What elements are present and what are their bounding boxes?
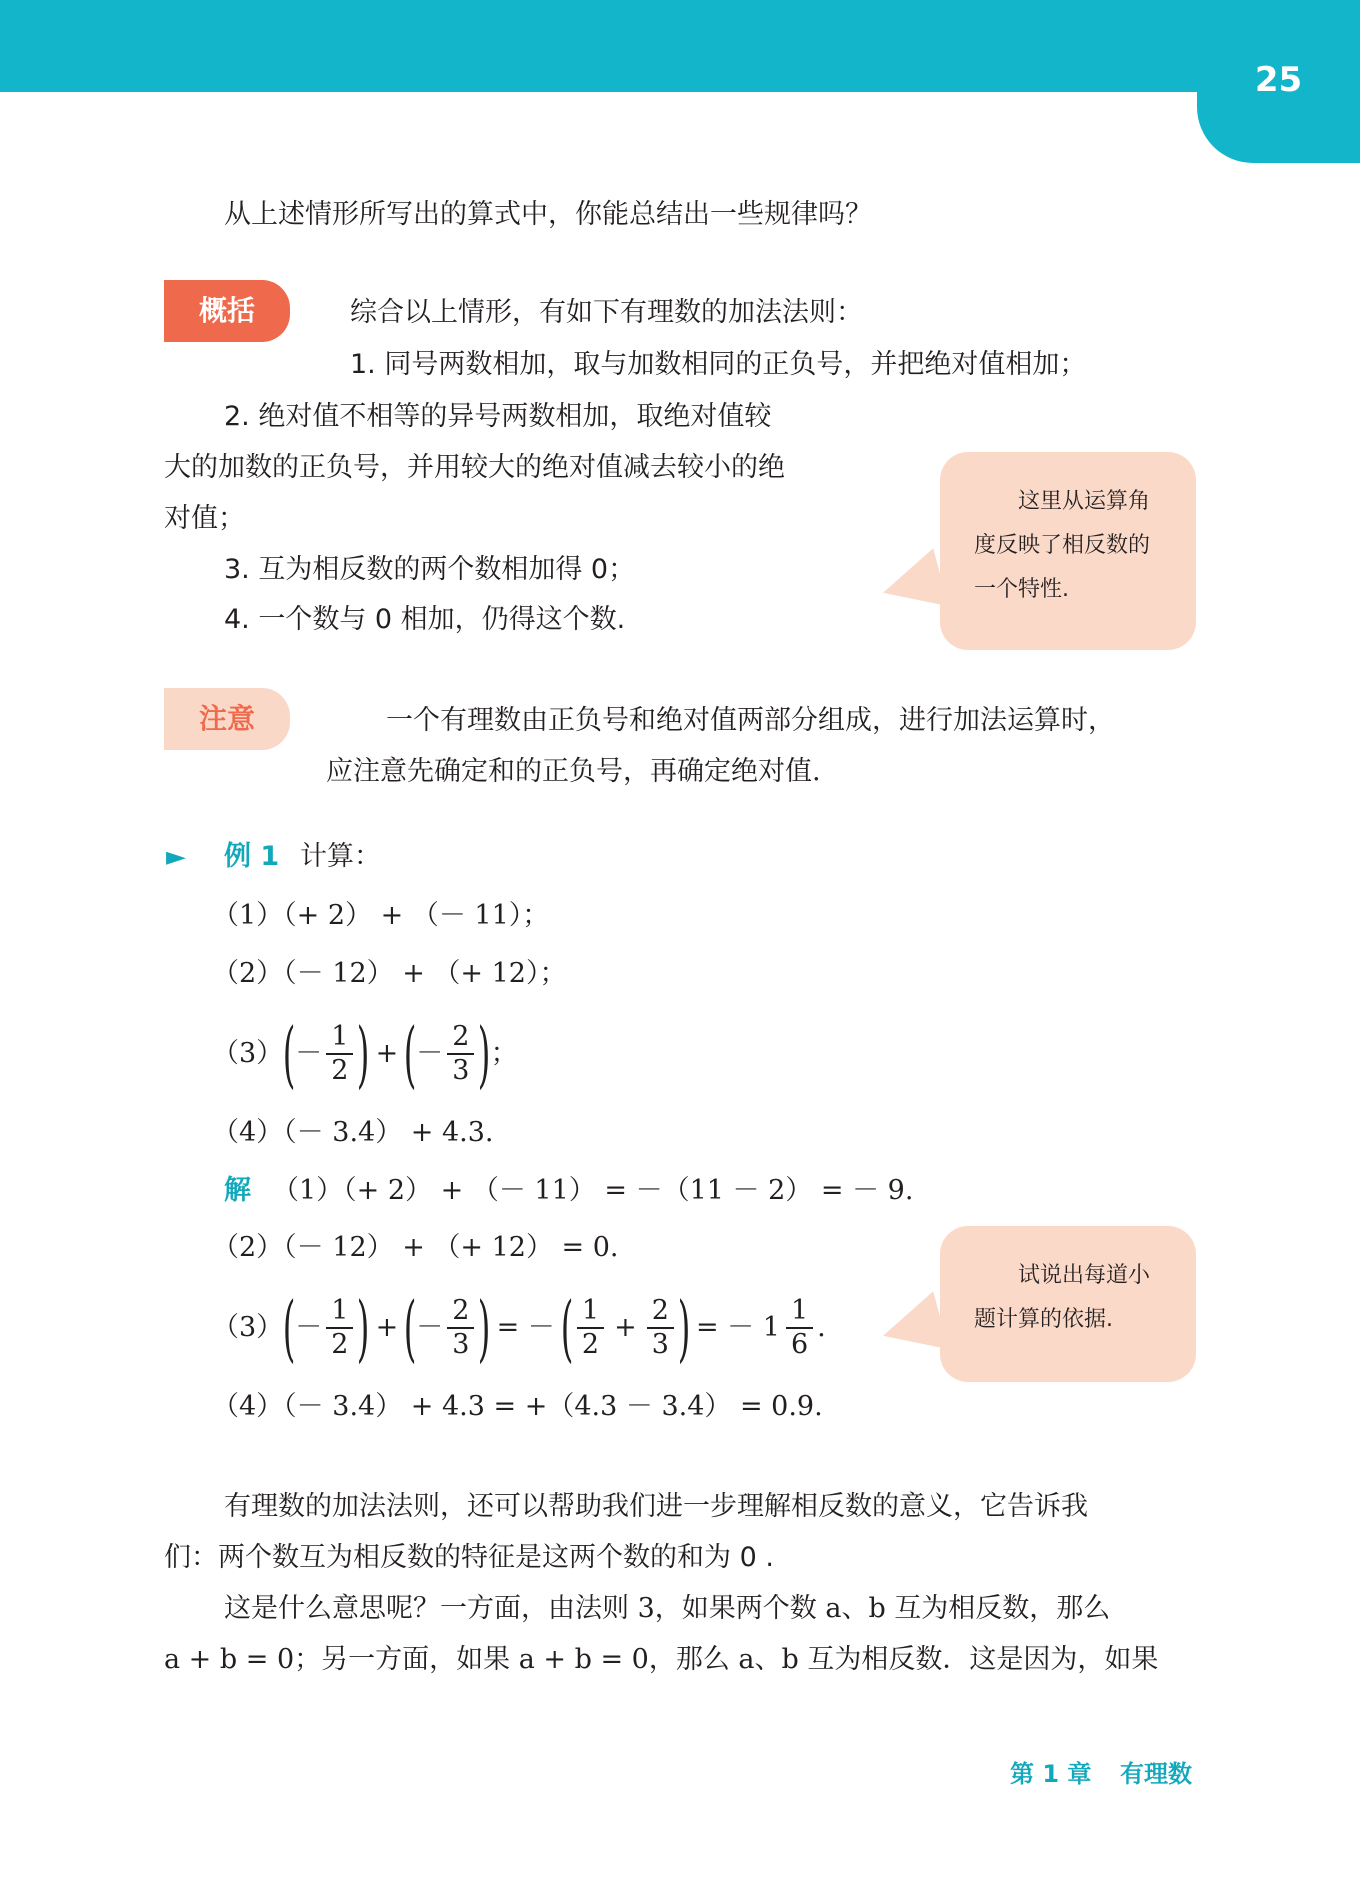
footer-chapter: 第 1 章 (1010, 1760, 1092, 1788)
rule-2-line-3: 对值； (164, 503, 245, 534)
intro-question: 从上述情形所写出的算式中，你能总结出一些规律吗？ (224, 199, 872, 230)
question-1: （1）（+ 2） + （－ 11）； (212, 900, 550, 931)
equals-minus: = － (496, 1312, 555, 1343)
bubble-1-line-1: 这里从运算角 (1018, 489, 1151, 514)
side-note-bubble-2 (940, 1226, 1196, 1382)
rule-2-line-2: 大的加数的正负号，并用较大的绝对值减去较小的绝 (164, 452, 785, 483)
zhuyi-line-2: 应注意先确定和的正负号，再确定绝对值. (326, 756, 821, 787)
paren-close: ) (677, 1286, 691, 1370)
fraction-2-3: $\frac{2}{3}$ (447, 1295, 474, 1361)
q3-prefix: （3） (212, 1038, 284, 1069)
page-number: 25 (1254, 60, 1303, 100)
para-2-line-2: a + b = 0；另一方面，如果 a + b = 0，那么 a、b 互为相反数．这是因为，如果 (164, 1644, 1159, 1675)
para-1-key-statement: 两个数互为相反数的特征是这两个数的和为 0 . (218, 1542, 774, 1573)
bubble-1-line-3: 一个特性. (974, 577, 1069, 602)
rule-1: 1. 同号两数相加，取与加数相同的正负号，并把绝对值相加； (350, 349, 1087, 380)
paren-close: ) (478, 1012, 491, 1096)
paren-open: ( (282, 1012, 296, 1096)
minus-sign: － (416, 1312, 444, 1343)
rule-2-line-1: 2. 绝对值不相等的异号两数相加，取绝对值较 (224, 401, 772, 432)
bubble-1-line-2: 度反映了相反数的 (974, 533, 1151, 558)
question-3 (212, 1012, 518, 1096)
solution-label: 解 (224, 1175, 251, 1206)
example-title: 例 1 (224, 841, 280, 872)
solution-2: （2）（－ 12） + （+ 12） = 0. (212, 1232, 619, 1263)
fraction-2-3: $\frac{2}{3}$ (447, 1021, 474, 1087)
header-bar (0, 0, 1360, 92)
zhuyi-line-1: 一个有理数由正负号和绝对值两部分组成，进行加法运算时， (386, 705, 1115, 736)
fraction-1-6: $\frac{1}{6}$ (786, 1295, 813, 1361)
paren-open: ( (560, 1286, 574, 1370)
rule-3: 3. 互为相反数的两个数相加得 0； (224, 554, 636, 585)
fraction-1-2: $\frac{1}{2}$ (326, 1295, 353, 1361)
plus-sign: + (375, 1038, 399, 1069)
s3-end: . (817, 1312, 826, 1343)
solution-4: （4）（－ 3.4） + 4.3 = +（4.3 － 3.4） = 0.9. (212, 1391, 823, 1422)
para-1-line-2 (164, 1539, 774, 1577)
plus-sign: + (614, 1312, 637, 1343)
example-instruction: 计算： (300, 841, 381, 872)
s3-prefix: （3） (212, 1312, 284, 1343)
bubble-2-tail (875, 1291, 948, 1364)
paren-close: ) (357, 1286, 370, 1370)
rule-4: 4. 一个数与 0 相加，仍得这个数. (224, 604, 626, 635)
bubble-2-line-1: 试说出每道小 (1018, 1263, 1151, 1288)
equals-minus-one: = － 1 (695, 1312, 780, 1343)
paren-open: ( (403, 1012, 417, 1096)
solution-1: （1）（+ 2） + （－ 11） = －（11 － 2） = － 9. (272, 1175, 914, 1206)
footer-title: 有理数 (1120, 1760, 1192, 1788)
plus-sign: + (375, 1312, 399, 1343)
paren-open: ( (282, 1286, 296, 1370)
minus-sign: － (416, 1038, 444, 1069)
para-1-line-2-a: 们： (164, 1542, 218, 1573)
fraction-2-3: $\frac{2}{3}$ (647, 1295, 674, 1361)
example-marker-icon: ► (166, 842, 186, 872)
question-4: （4）（－ 3.4） + 4.3. (212, 1117, 494, 1148)
solution-3 (212, 1286, 826, 1370)
minus-sign: － (295, 1038, 323, 1069)
gaikuo-label: 概括 (164, 280, 290, 342)
minus-sign: － (295, 1312, 323, 1343)
paren-close: ) (478, 1286, 491, 1370)
fraction-1-2: $\frac{1}{2}$ (577, 1295, 604, 1361)
zhuyi-label: 注意 (164, 688, 290, 750)
paren-close: ) (357, 1012, 370, 1096)
question-2: （2）（－ 12） + （+ 12）； (212, 958, 567, 989)
gaikuo-lead: 综合以上情形，有如下有理数的加法法则： (350, 297, 863, 328)
para-2-line-1: 这是什么意思呢？一方面，由法则 3，如果两个数 a、b 互为相反数，那么 (224, 1593, 1111, 1624)
bubble-2-line-2: 题计算的依据. (974, 1307, 1113, 1332)
para-1-line-1: 有理数的加法法则，还可以帮助我们进一步理解相反数的意义，它告诉我 (224, 1491, 1088, 1522)
q3-suffix: ； (490, 1038, 518, 1069)
bubble-1-tail (875, 548, 948, 621)
paren-open: ( (403, 1286, 417, 1370)
fraction-1-2: $\frac{1}{2}$ (326, 1021, 353, 1087)
side-note-bubble-1 (940, 452, 1196, 650)
